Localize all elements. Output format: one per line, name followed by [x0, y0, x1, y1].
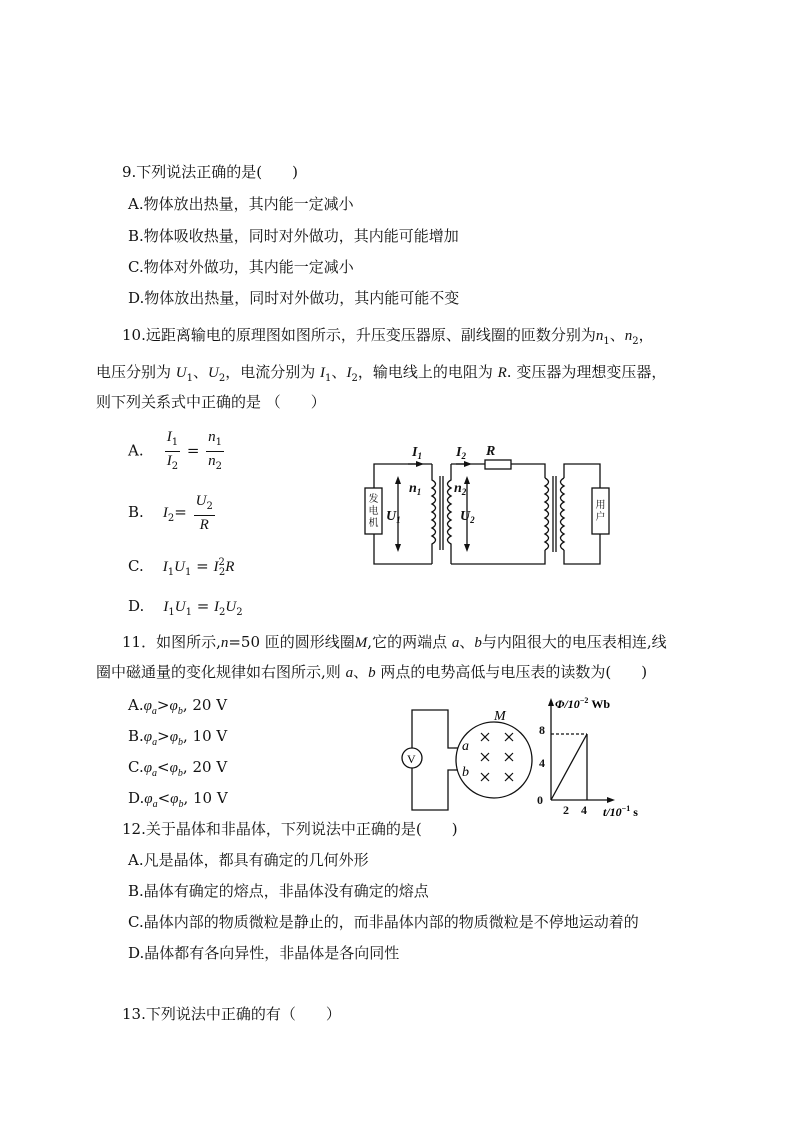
- label-U1: $U_1$: [386, 509, 401, 525]
- q11-option-a: $A.\varphi_a>\varphi_b$, 20 V: [128, 696, 228, 717]
- flux-graph: [533, 696, 663, 822]
- ytick-0: 0: [537, 793, 543, 807]
- q11-line2-b: 两点的电势高低与电压表的读数为( ): [380, 663, 648, 681]
- q13-stem: 13.下列说法中正确的有（ ）: [122, 1005, 341, 1023]
- q9-stem: 9.下列说法正确的是( ): [122, 163, 299, 181]
- q10-line2-c: ，输电线上的电阻为: [357, 363, 493, 381]
- q9-option-b: B.物体吸收热量，同时对外做功，其内能可能增加: [128, 227, 459, 245]
- user-char-2: 户: [595, 512, 606, 523]
- coil-label-M: M: [494, 709, 506, 724]
- q9-option-a: A.物体放出热量，其内能一定减小: [128, 195, 354, 213]
- q10-option-c: C. $I_1U_1 = I^2_2R$: [128, 557, 235, 578]
- generator-char-1: 发: [368, 494, 379, 505]
- q10-option-d: D. $I_1U_1 = I_2U_2$: [128, 597, 243, 618]
- q10-line3: 则下列关系式中正确的是 （ ）: [96, 393, 326, 411]
- q11-line1-d: 与内阻很大的电压表相连,线: [481, 633, 667, 651]
- q9-option-d: D.物体放出热量，同时对外做功，其内能可能不变: [128, 289, 460, 307]
- q11-option-d: $D.\varphi_a<\varphi_b$, 10 V: [128, 789, 228, 810]
- q10-line2-d: 变压器为理想变压器，: [516, 363, 667, 381]
- q9-option-c: C.物体对外做功，其内能一定减小: [128, 258, 354, 276]
- q12-option-b: B.晶体有确定的熔点，非晶体没有确定的熔点: [128, 882, 429, 900]
- q12-option-d: D.晶体都有各向异性，非晶体是各向同性: [128, 944, 400, 962]
- q10-option-d-label: D.: [128, 597, 145, 615]
- generator-char-2: 电: [368, 506, 379, 517]
- q10-line2-a: 电压分别为: [96, 363, 172, 381]
- xtick-4: 4: [581, 803, 587, 817]
- q12-option-c: C.晶体内部的物质微粒是静止的，而非晶体内部的物质微粒是不停地运动着的: [128, 913, 639, 931]
- flux-series-line: [551, 734, 587, 800]
- q10-option-b: B. $I_2=$ $\frac{U_2}{R}$: [128, 493, 213, 533]
- y-axis-label: $\Phi/10^{-2}$ Wb: [555, 696, 611, 711]
- q11-option-c: $C.\varphi_a<\varphi_b$, 20 V: [128, 758, 228, 779]
- x-axis-label: $t/10^{-1}$ s: [603, 804, 638, 819]
- coil-circuit-diagram: [396, 700, 536, 820]
- label-n2: $n_2$: [454, 481, 467, 497]
- q11-line2-a: 圈中磁通量的变化规律如右图所示,则: [96, 663, 341, 681]
- user-char-1: 用: [595, 500, 606, 511]
- label-I2: $I_2$: [456, 445, 466, 461]
- label-R: R: [486, 444, 496, 459]
- q10-line2-b: ，电流分别为: [225, 363, 316, 381]
- q12-option-a: A.凡是晶体，都具有确定的几何外形: [128, 851, 369, 869]
- ytick-8: 8: [539, 723, 545, 737]
- q10-option-a: A. $\frac{I_1}{I_2}$ = $\frac{n_1}{n_2}$: [128, 429, 223, 472]
- ytick-4: 4: [539, 756, 545, 770]
- q10-line2: 电压分别为 $U_1$、$U_2$，电流分别为 $I_1$、$I_2$，输电线上的电阻为 R. 变压器为理想变压器，: [96, 363, 667, 384]
- label-U2: $U_2$: [460, 509, 475, 525]
- q11-line1-a: 11．如图所示,: [122, 633, 221, 651]
- q10-line1-text: 10.远距离输电的原理图如图所示，升压变压器原、副线圈的匝数分别为: [122, 326, 596, 344]
- xtick-2: 2: [563, 803, 569, 817]
- q10-option-c-label: C.: [128, 557, 144, 575]
- q11-line2: 圈中磁通量的变化规律如右图所示,则 a、b 两点的电势高低与电压表的读数为( ): [96, 663, 648, 681]
- q11-line1-b: =50 匝的圆形线圈: [228, 633, 355, 651]
- q10-option-a-label: A.: [128, 441, 144, 460]
- q11-option-b: $B.\varphi_a>\varphi_b$, 10 V: [128, 727, 228, 748]
- q11-line1-c: ,它的两端点: [367, 633, 448, 651]
- q12-stem: 12.关于晶体和非晶体，下列说法中正确的是( ): [122, 820, 458, 838]
- generator-char-3: 机: [368, 518, 379, 529]
- transmission-diagram: [360, 440, 620, 570]
- voltmeter-label: V: [407, 752, 416, 766]
- q10-line1: 10.远距离输电的原理图如图所示，升压变压器原、副线圈的匝数分别为$n_1$、$n_2$，: [122, 326, 654, 347]
- terminal-label-b: b: [462, 765, 469, 780]
- terminal-label-a: a: [462, 739, 469, 754]
- q11-line1: 11．如图所示,n=50 匝的圆形线圈M,它的两端点 a、b与内阻很大的电压表相连,线: [122, 633, 667, 651]
- label-n1: $n_1$: [409, 481, 422, 497]
- label-I1: $I_1$: [412, 445, 422, 461]
- q10-option-b-label: B.: [128, 503, 144, 521]
